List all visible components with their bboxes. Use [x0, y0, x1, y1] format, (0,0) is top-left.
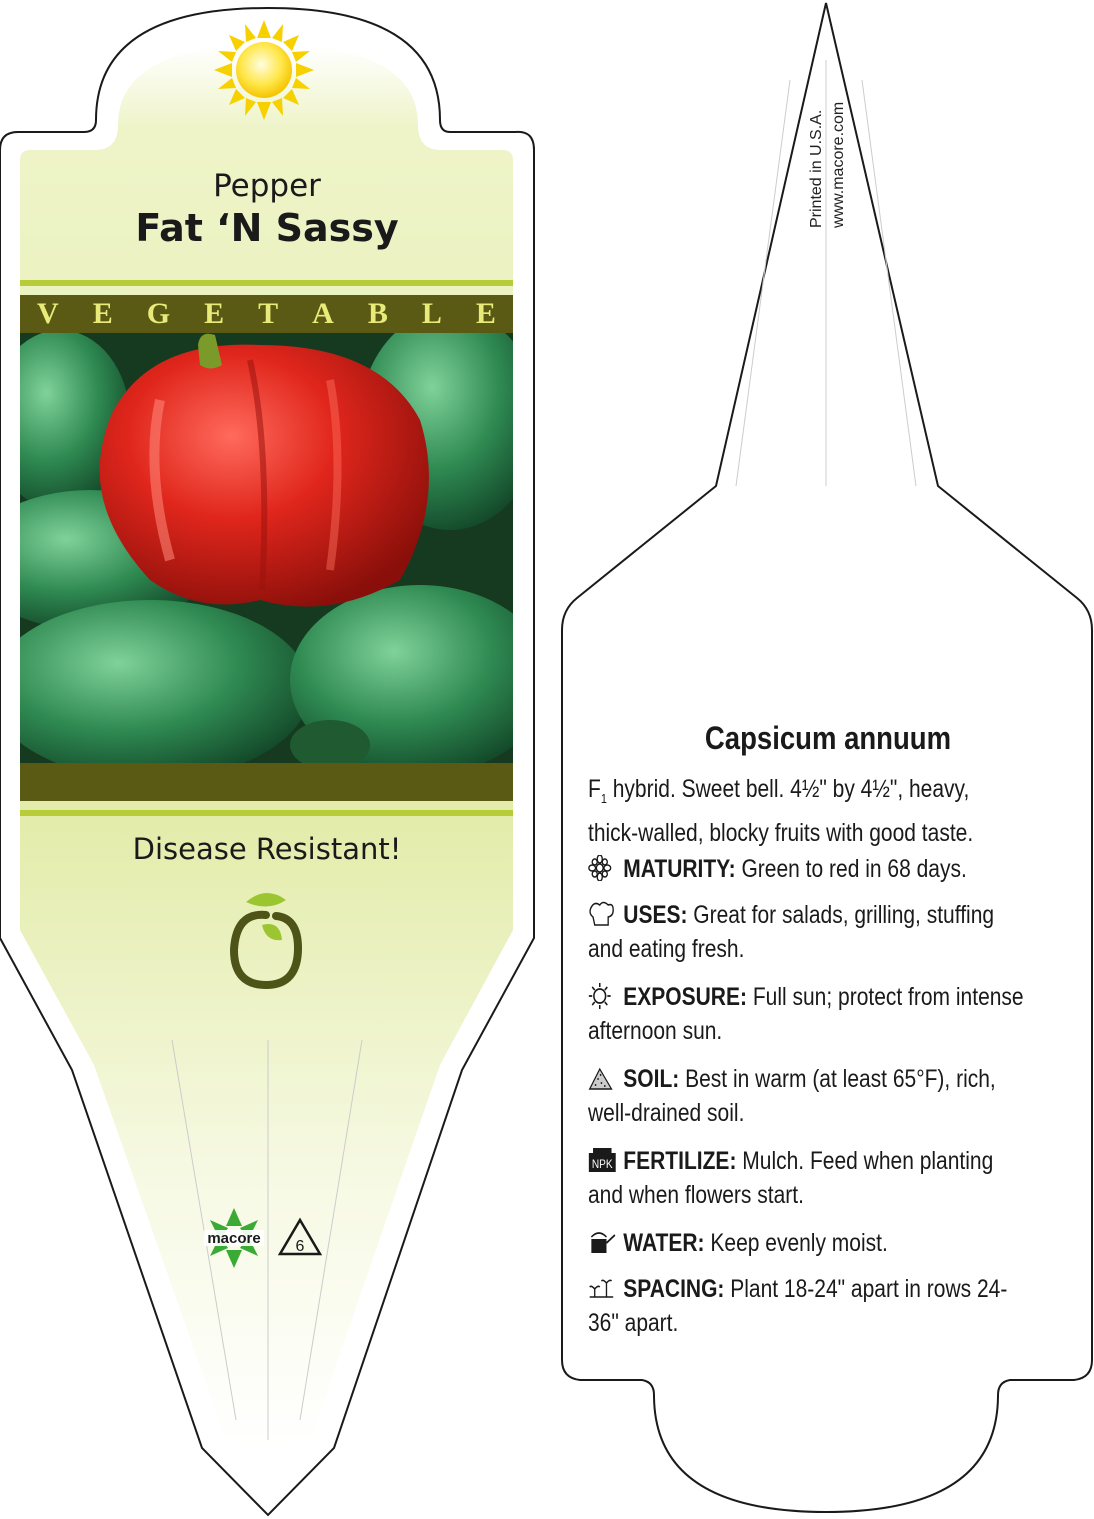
category-letter: E [475, 297, 496, 330]
info-text: Green to red in 68 days. [735, 855, 967, 883]
info-fertilize [588, 1144, 1026, 1212]
website-line: www.macore.com [830, 101, 847, 228]
info-text: Best in warm (at least 65°F), rich, well-drained soil. [588, 1065, 996, 1127]
npk-icon-text: NPK [591, 1158, 613, 1172]
sun-icon [588, 983, 620, 1009]
category-letter: E [92, 297, 113, 330]
seedling-icon [588, 1275, 620, 1301]
tagline: Disease Resistant! [132, 832, 402, 866]
recycle-code: 6 [295, 1238, 305, 1255]
description-prefix: F [588, 775, 601, 803]
info-text: Full sun; protect from intense afternoon sun. [588, 983, 1024, 1045]
info-label: FERTILIZE: [623, 1147, 737, 1175]
botanical-name: Capsicum annuum [704, 720, 952, 756]
info-soil [588, 1062, 1026, 1130]
sun-icon [214, 20, 314, 120]
info-label: MATURITY: [623, 855, 736, 883]
top-accent-rule [20, 280, 513, 286]
pepper-photo [0, 310, 550, 780]
info-text: Keep evenly moist. [704, 1229, 888, 1257]
description [588, 772, 1025, 850]
npk-icon [588, 1147, 620, 1173]
info-maturity [588, 852, 1026, 886]
printed-notice [806, 102, 850, 228]
category-letter: A [312, 297, 334, 330]
macore-logo-text: macore [207, 1230, 261, 1247]
info-text: Plant 18-24" apart in rows 24-36" apart. [588, 1275, 1008, 1337]
info-exposure [588, 980, 1026, 1048]
category-label [20, 295, 513, 333]
soil-icon [588, 1065, 620, 1091]
flower-icon [588, 855, 620, 881]
category-letter: B [367, 297, 388, 330]
watering-can-icon [588, 1229, 620, 1255]
info-label: USES: [623, 901, 688, 929]
chef-hat-icon [588, 901, 620, 927]
info-uses [588, 898, 1026, 966]
info-label: EXPOSURE: [623, 983, 747, 1011]
info-label: WATER: [623, 1229, 705, 1257]
category-letter: E [204, 297, 225, 330]
info-spacing [588, 1272, 1026, 1340]
variety-name: Fat ‘N Sassy [135, 206, 399, 250]
info-water [588, 1226, 1026, 1260]
description-subscript: 1 [600, 791, 607, 806]
info-label: SOIL: [623, 1065, 680, 1093]
bottom-accent-rule [20, 810, 513, 816]
info-text: Mulch. Feed when planting and when flowers start. [588, 1147, 994, 1209]
common-name: Pepper [213, 168, 321, 204]
description-text: hybrid. Sweet bell. 4½" by 4½", heavy, thick-walled, blocky fruits with good taste. [588, 775, 974, 847]
category-letter: V [37, 297, 59, 330]
info-label: SPACING: [623, 1275, 725, 1303]
category-letter: T [258, 297, 279, 330]
category-letter: G [146, 297, 171, 330]
lower-band [20, 763, 513, 801]
category-letter: L [421, 297, 442, 330]
info-text: Great for salads, grilling, stuffing and eating fresh. [588, 901, 995, 963]
printed-line: Printed in U.S.A. [808, 109, 825, 228]
